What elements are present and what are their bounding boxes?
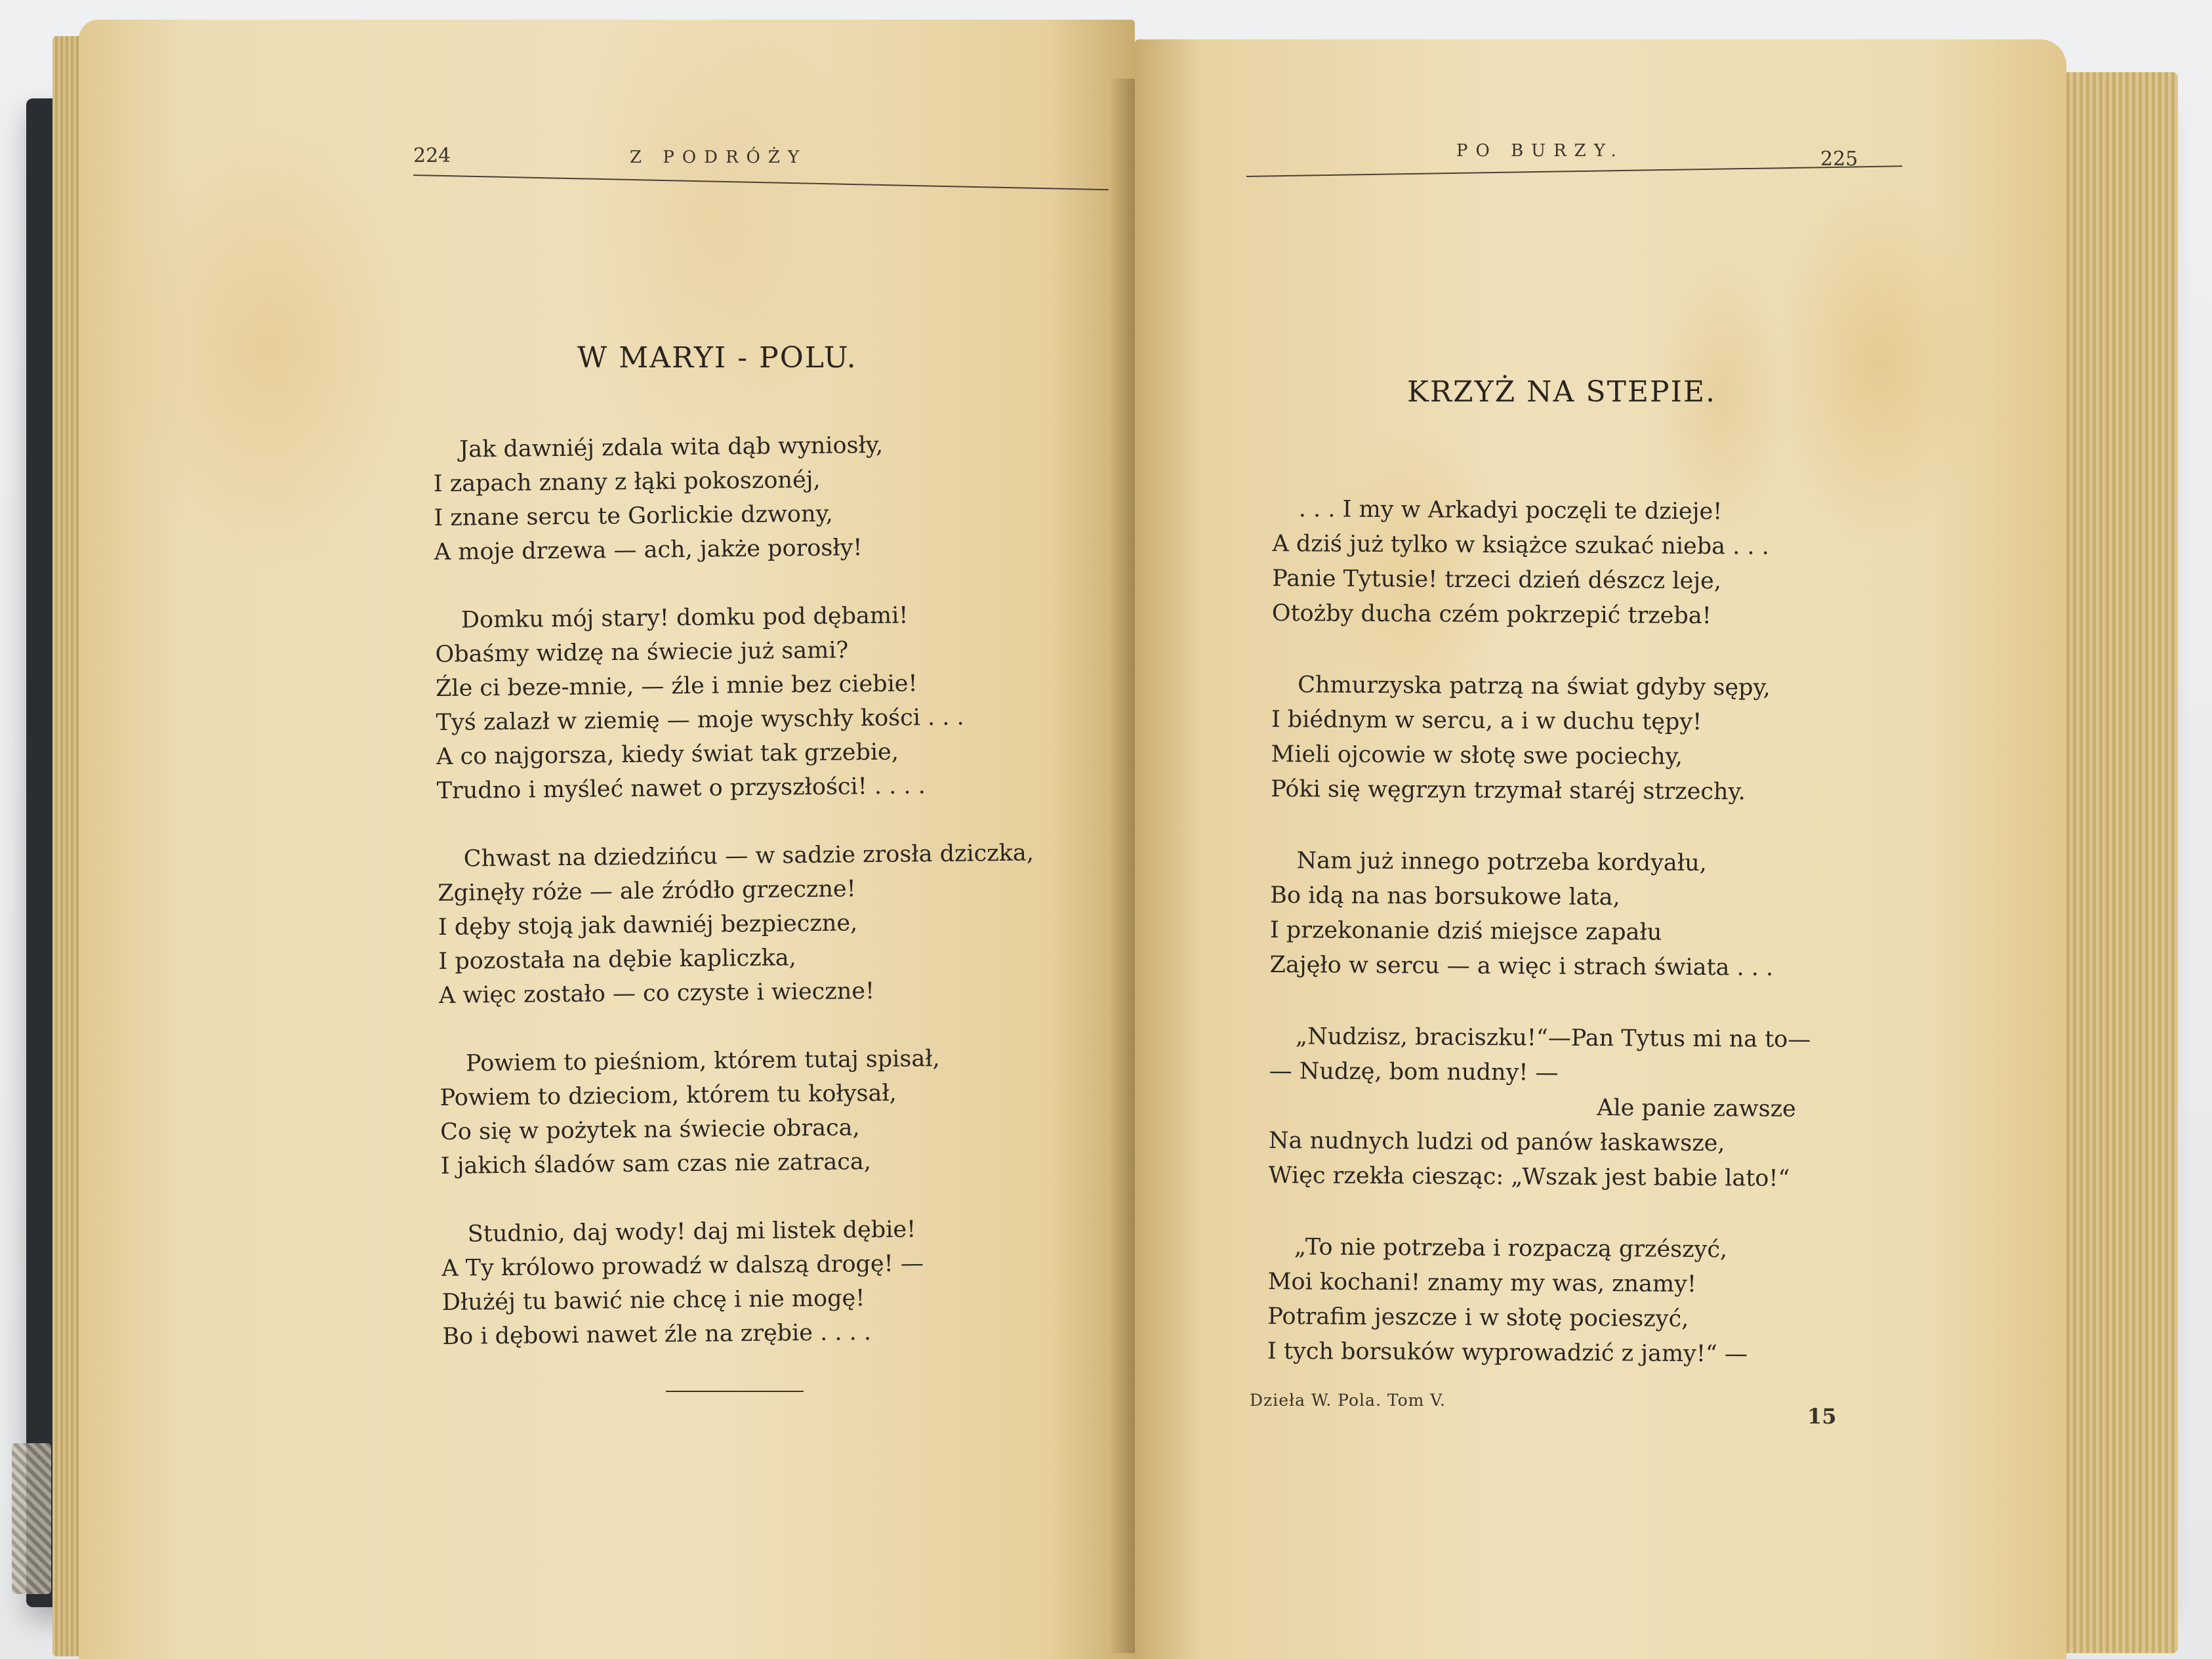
poem-line: I przekonanie dziś miejsce zapału	[1269, 916, 1662, 946]
poem-line: A co najgorsza, kiedy świat tak grzebie,	[436, 739, 899, 770]
poem-line: Bo i dębowi nawet źle na zrębie . . . .	[442, 1319, 872, 1350]
poem-line: I dęby stoją jak dawniéj bezpieczne,	[438, 910, 858, 941]
left-page	[79, 20, 1135, 1659]
poem-line: Póki się węgrzyn trzymał staréj strzechy.	[1271, 775, 1746, 806]
poem-line: Na nudnych ludzi od panów łaskawsze,	[1268, 1127, 1725, 1157]
stanza	[1269, 844, 1812, 986]
poem-line: Dłużéj tu bawić nie chcę i nie mogę!	[441, 1285, 865, 1316]
poem-line: Bo idą na nas borsukowe lata,	[1270, 882, 1620, 911]
left-poem	[433, 426, 1039, 1387]
stanza	[435, 597, 1033, 808]
poem-line: Zginęły róże — ale źródło grzeczne!	[438, 876, 856, 907]
poem-line: „To nie potrzeba i rozpaczą grzészyć,	[1294, 1234, 1728, 1263]
poem-line: A Ty królowo prowadź w dalszą drogę! —	[441, 1250, 924, 1282]
right-poem-title: KRZYŻ NA STEPIE.	[1407, 375, 1717, 409]
poem-line: Trudno i myśleć nawet o przyszłości! . . . .	[436, 773, 926, 804]
poem-line: — Nudzę, bom nudny! —	[1269, 1057, 1559, 1086]
poem-line: Nam już innego potrzeba kordyału,	[1296, 848, 1707, 877]
stanza	[1271, 668, 1813, 810]
right-header-rule	[1246, 165, 1902, 177]
poem-line: I znane sercu te Gorlickie dzwony,	[434, 501, 833, 531]
poem-line: I pozostała na dębie kapliczka,	[438, 945, 796, 975]
poem-line: Ale panie zawsze	[1597, 1095, 1796, 1122]
right-poem	[1267, 492, 1814, 1406]
poem-line: I jakich śladów sam czas nie zatraca,	[440, 1149, 872, 1179]
right-page	[1135, 39, 2066, 1659]
poem-line: Powiem to pieśniom, którem tutaj spisał,	[465, 1045, 940, 1077]
left-header-rule	[413, 174, 1109, 190]
poem-line: . . . I my w Arkadyi poczęli te dzieje!	[1298, 496, 1723, 525]
poem-line: I zapach znany z łąki pokoszonéj,	[433, 466, 821, 497]
poem-line: Studnio, daj wody! daj mi listek dębie!	[467, 1216, 916, 1248]
stanza	[433, 426, 1031, 569]
page-stack-right	[2047, 72, 2178, 1653]
footer-note: Dzieła W. Pola. Tom V.	[1250, 1391, 1446, 1410]
poem-end-rule	[666, 1391, 804, 1392]
stanza	[1272, 492, 1814, 634]
poem-line: Domku mój stary! domku pod dębami!	[461, 602, 909, 634]
poem-line: Potrafim jeszcze i w słotę pocieszyć,	[1267, 1303, 1689, 1332]
poem-line: A dziś już tylko w książce szukać nieba . . .	[1272, 530, 1769, 560]
poem-line: Powiem to dzieciom, którem tu kołysał,	[440, 1080, 897, 1111]
poem-line: Otożby ducha czém pokrzepić trzeba!	[1271, 600, 1711, 630]
poem-line: Obaśmy widzę na świecie już sami?	[435, 637, 849, 668]
stanza	[1268, 1019, 1811, 1197]
stanza	[438, 836, 1036, 1013]
poem-line: Mieli ojcowie w słotę swe pociechy,	[1271, 741, 1683, 770]
poem-line: I tych borsuków wyprowadzić z jamy!“ —	[1267, 1338, 1748, 1368]
poem-line: Tyś zalazł w ziemię — moje wyschły kości . . .	[436, 704, 964, 736]
frayed-binding	[12, 1443, 51, 1594]
stanza	[440, 1040, 1037, 1183]
poem-line: Panie Tytusie! trzeci dzień dészcz leje,	[1272, 565, 1722, 595]
poem-line: Chmurzyska patrzą na świat gdyby sępy,	[1298, 672, 1771, 701]
left-poem-title: W MARYI - POLU.	[577, 341, 857, 375]
right-page-number: 225	[1820, 148, 1858, 171]
poem-line: Co się w pożytek na świecie obraca,	[440, 1115, 860, 1145]
stanza	[1267, 1230, 1810, 1372]
poem-line: A więc zostało — co czyste i wieczne!	[438, 977, 875, 1009]
poem-line: „Nudzisz, braciszku!“—Pan Tytus mi na to—	[1295, 1023, 1811, 1054]
poem-line: A moje drzewa — ach, jakże porosły!	[434, 535, 863, 565]
poem-line: Moi kochani! znamy my was, znamy!	[1267, 1268, 1697, 1298]
poem-line: Chwast na dziedzińcu — w sadzie zrosła dziczka,	[463, 840, 1034, 872]
poem-line: Źle ci beze-mnie, — źle i mnie bez ciebie!	[435, 670, 918, 702]
printer-signature: 15	[1807, 1404, 1837, 1429]
poem-line: Zajęło w sercu — a więc i strach świata . . .	[1269, 951, 1774, 981]
poem-line: Jak dawniéj zdala wita dąb wyniosły,	[459, 432, 884, 463]
left-running-head: Z PODRÓŻY	[630, 148, 808, 167]
poem-line: I biédnym w sercu, a i w duchu tępy!	[1271, 706, 1702, 736]
right-running-head: PO BURZY.	[1456, 141, 1624, 161]
left-page-number: 224	[413, 144, 451, 167]
stanza	[441, 1211, 1039, 1354]
poem-line: Więc rzekła ciesząc: „Wszak jest babie lato!“	[1268, 1162, 1790, 1192]
